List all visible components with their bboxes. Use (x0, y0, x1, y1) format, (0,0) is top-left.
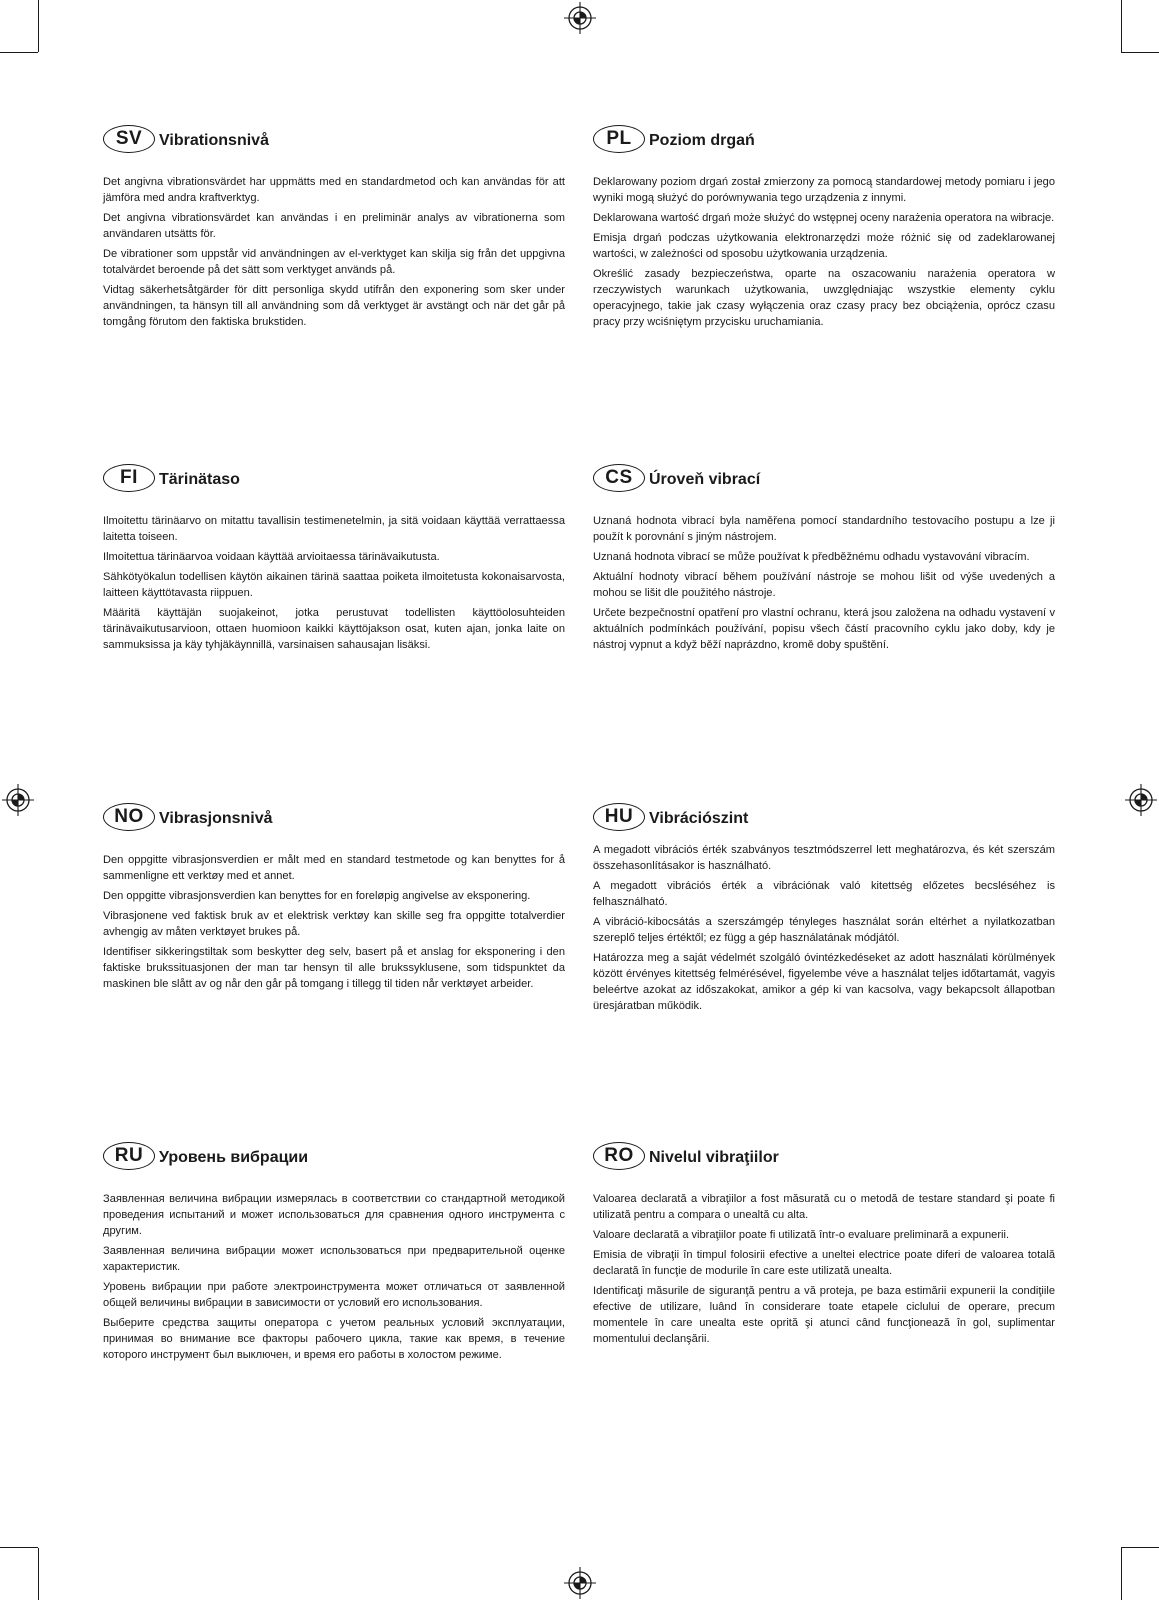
section-hu (593, 800, 1055, 1018)
section-body (103, 852, 565, 992)
section-body (593, 174, 1055, 330)
paragraph: Uznaná hodnota vibrací se může používat k předběžnému odhadu vystavování vibracím. (593, 551, 1030, 563)
paragraph: Identificaţi măsurile de siguranţă pentru a vă proteja, pe baza estimării expunerii la condiţiile efective de utilizare, luând în considerare toate etapele ciclului de operare, precum momentele în care unealta este oprită şi atunci când funcţionează în gol, suplimentar momentului declanşării. (593, 1285, 1055, 1345)
registration-mark-icon (563, 1, 597, 35)
section-title: Nivelul vibraţiilor (649, 1149, 779, 1166)
section-title: Vibrationsnivå (159, 132, 269, 149)
section-title: Úroveň vibrací (649, 471, 761, 488)
paragraph: A megadott vibrációs érték a vibrációnak való kitettség előzetes becsléséhez is felhasználható. (593, 880, 1055, 908)
crop-mark (0, 1547, 38, 1548)
language-code-badge: NO (103, 803, 155, 831)
paragraph: Vidtag säkerhetsåtgärder för ditt personliga skydd utifrån den exponering som sker under användningen, ta hänsyn till all användning som då verktyget är avstängt och när det går på tomgång förutom den faktiska brukstiden. (103, 284, 565, 328)
section-fi (103, 461, 565, 657)
paragraph: Заявленная величина вибрации может использоваться при предварительной оценке характеристик. (103, 1245, 565, 1273)
section-heading (593, 800, 1055, 834)
paragraph: Den oppgitte vibrasjonsverdien er målt med en standard testmetode og kan benyttes for å sammenligne ett verktøy med et annet. (103, 854, 565, 882)
crop-mark (1121, 1547, 1159, 1548)
paragraph: Určete bezpečnostní opatření pro vlastní ochranu, která jsou založena na odhadu vystavení v aktuálních podmínkách používání, popisu všech částí pracovního cyklu jako doby, kdy je nástroj vypnut a když běží naprázdno, kromě doby spuštění. (593, 607, 1055, 651)
crop-mark (1121, 52, 1159, 53)
registration-mark-icon (1124, 783, 1158, 817)
section-heading (103, 461, 565, 495)
section-heading (593, 1139, 1055, 1173)
paragraph: Ilmoitettu tärinäarvo on mitattu tavallisin testimenetelmin, ja sitä voidaan käyttää verrattaessa laitetta toiseen. (103, 515, 565, 543)
paragraph: Uznaná hodnota vibrací byla naměřena pomocí standardního testovacího postupu a lze ji použít k porovnání s jiným nástrojem. (593, 515, 1055, 543)
crop-mark (1121, 0, 1122, 52)
section-title: Tärinätaso (159, 471, 240, 488)
paragraph: Emisia de vibraţii în timpul folosirii efective a uneltei electrice poate diferi de valoarea totală declarată în funcţie de modurile în care este utilizată unealta. (593, 1249, 1055, 1277)
language-code-badge: SV (103, 125, 155, 153)
paragraph: Określić zasady bezpieczeństwa, oparte na oszacowaniu narażenia operatora w rzeczywistych warunkach użytkowania, uwzględniając wszystkie elementy cyklu operacyjnego, takie jak czasy wyłączenia oraz czasy pracy bez obciążenia, oprócz czasu pracy przy wciśniętym przycisku uruchamiania. (593, 268, 1055, 328)
section-cs (593, 461, 1055, 657)
section-title: Poziom drgań (649, 132, 755, 149)
section-heading (593, 122, 1055, 156)
language-code-badge: RU (103, 1142, 155, 1170)
language-code-badge: RO (593, 1142, 645, 1170)
paragraph: De vibrationer som uppstår vid användningen av el-verktyget kan skilja sig från det uppgivna totalvärdet beroende på det sätt som verktyget används på. (103, 248, 565, 276)
paragraph: Deklarowana wartość drgań może służyć do wstępnej oceny narażenia operatora na wibracje. (593, 212, 1055, 224)
paragraph: Aktuální hodnoty vibrací během používání nástroje se mohou lišit od výše uvedených a mohou se lišit dle použitého nástroje. (593, 571, 1055, 599)
paragraph: Deklarowany poziom drgań został zmierzony za pomocą standardowej metody pomiaru i jego wyniki mogą służyć do porównywania tego urządzenia z innymi. (593, 176, 1055, 204)
section-heading (103, 800, 565, 834)
section-title: Уровень вибрации (159, 1149, 309, 1166)
language-code-badge: CS (593, 464, 645, 492)
paragraph: Det angivna vibrationsvärdet har uppmätts med en standardmetod och kan användas för att jämföra med andra kraftverktyg. (103, 176, 565, 204)
section-ro (593, 1139, 1055, 1351)
paragraph: Määritä käyttäjän suojakeinot, jotka perustuvat todellisten käyttöolosuhteiden tärinävaikutusarvioon, ottaen huomioon kaikki käyttöjakson osat, kuten ajan, jonka laite on sammuksissa ja käy tyhjäkäynnillä, varsinaisen sahausajan lisäksi. (103, 607, 565, 651)
paragraph: Det angivna vibrationsvärdet kan användas i en preliminär analys av vibrationerna som användaren utsätts för. (103, 212, 565, 240)
registration-mark-icon (563, 1566, 597, 1600)
section-body (593, 1191, 1055, 1347)
section-title: Vibrasjonsnivå (159, 810, 273, 827)
section-no (103, 800, 565, 996)
section-body (593, 842, 1055, 1014)
paragraph: Den oppgitte vibrasjonsverdien kan benyttes for en foreløpig angivelse av eksponering. (103, 890, 531, 902)
paragraph: Emisja drgań podczas użytkowania elektronarzędzi może różnić się od zadeklarowanej wartości, w zależności od sposobu użytkowania urządzenia. (593, 232, 1055, 260)
section-body (103, 1191, 565, 1363)
section-body (103, 174, 565, 330)
section-heading (593, 461, 1055, 495)
paragraph: Vibrasjonene ved faktisk bruk av et elektrisk verktøy kan skille seg fra oppgitte totalverdier avhengig av måten verktøyet brukes på. (103, 910, 565, 938)
language-code-badge: PL (593, 125, 645, 153)
section-ru (103, 1139, 565, 1367)
paragraph: Identifiser sikkeringstiltak som beskytter deg selv, basert på et anslag for eksponering i den faktiske brukssituasjonen der man tar hensyn til alle brukssyklusene, som tidspunktet da maskinen ble slått av og når den går på tomgang i tillegg til tiden når verktøyet arbeider. (103, 946, 565, 990)
paragraph: Valoarea declarată a vibraţiilor a fost măsurată cu o metodă de testare standard şi poate fi utilizată pentru a compara o unealtă cu alta. (593, 1193, 1055, 1221)
section-pl (593, 122, 1055, 334)
paragraph: Заявленная величина вибрации измерялась в соответствии со стандартной методикой проведения испытаний и может использоваться для сравнения одного инструмента с другим. (103, 1193, 565, 1237)
language-code-badge: FI (103, 464, 155, 492)
section-body (593, 513, 1055, 653)
paragraph: A vibráció-kibocsátás a szerszámgép tényleges használat során eltérhet a nyilatkozatban szereplő teljes értéktől; ez függ a gép használatának módjától. (593, 916, 1055, 944)
registration-mark-icon (1, 783, 35, 817)
crop-mark (0, 52, 38, 53)
section-sv (103, 122, 565, 334)
crop-mark (38, 1548, 39, 1600)
language-code-badge: HU (593, 803, 645, 831)
paragraph: A megadott vibrációs érték szabványos tesztmódszerrel lett meghatározva, és két szerszám összehasonlításakor is használható. (593, 844, 1055, 872)
section-body (103, 513, 565, 653)
paragraph: Határozza meg a saját védelmét szolgáló óvintézkedéseket az adott használati körülmények között érvényes kitettség felmérésével, figyelembe véve a használat teljes időtartamát, vagyis beleértve azokat az időszakokat, amikor a gép ki van kacsolva, vagy bekapcsolt állapotban üresjáratban működik. (593, 952, 1055, 1012)
section-heading (103, 122, 565, 156)
paragraph: Ilmoitettua tärinäarvoa voidaan käyttää arvioitaessa tärinävaikutusta. (103, 551, 440, 563)
paragraph: Уровень вибрации при работе электроинструмента может отличаться от заявленной общей величины вибрации в зависимости от условий его использования. (103, 1281, 565, 1309)
section-heading (103, 1139, 565, 1173)
crop-mark (1121, 1548, 1122, 1600)
paragraph: Sähkötyökalun todellisen käytön aikainen tärinä saattaa poiketa ilmoitetusta kokonaisarvosta, laitteen käyttötavasta riippuen. (103, 571, 565, 599)
section-title: Vibrációszint (649, 810, 749, 827)
paragraph: Valoare declarată a vibraţiilor poate fi utilizată într-o evaluare preliminară a expunerii. (593, 1229, 1010, 1241)
paragraph: Выберите средства защиты оператора с учетом реальных условий эксплуатации, принимая во внимание все факторы рабочего цикла, такие как время, в течение которого инструмент был выключен, и время его работы в холостом режиме. (103, 1317, 565, 1361)
crop-mark (38, 0, 39, 52)
